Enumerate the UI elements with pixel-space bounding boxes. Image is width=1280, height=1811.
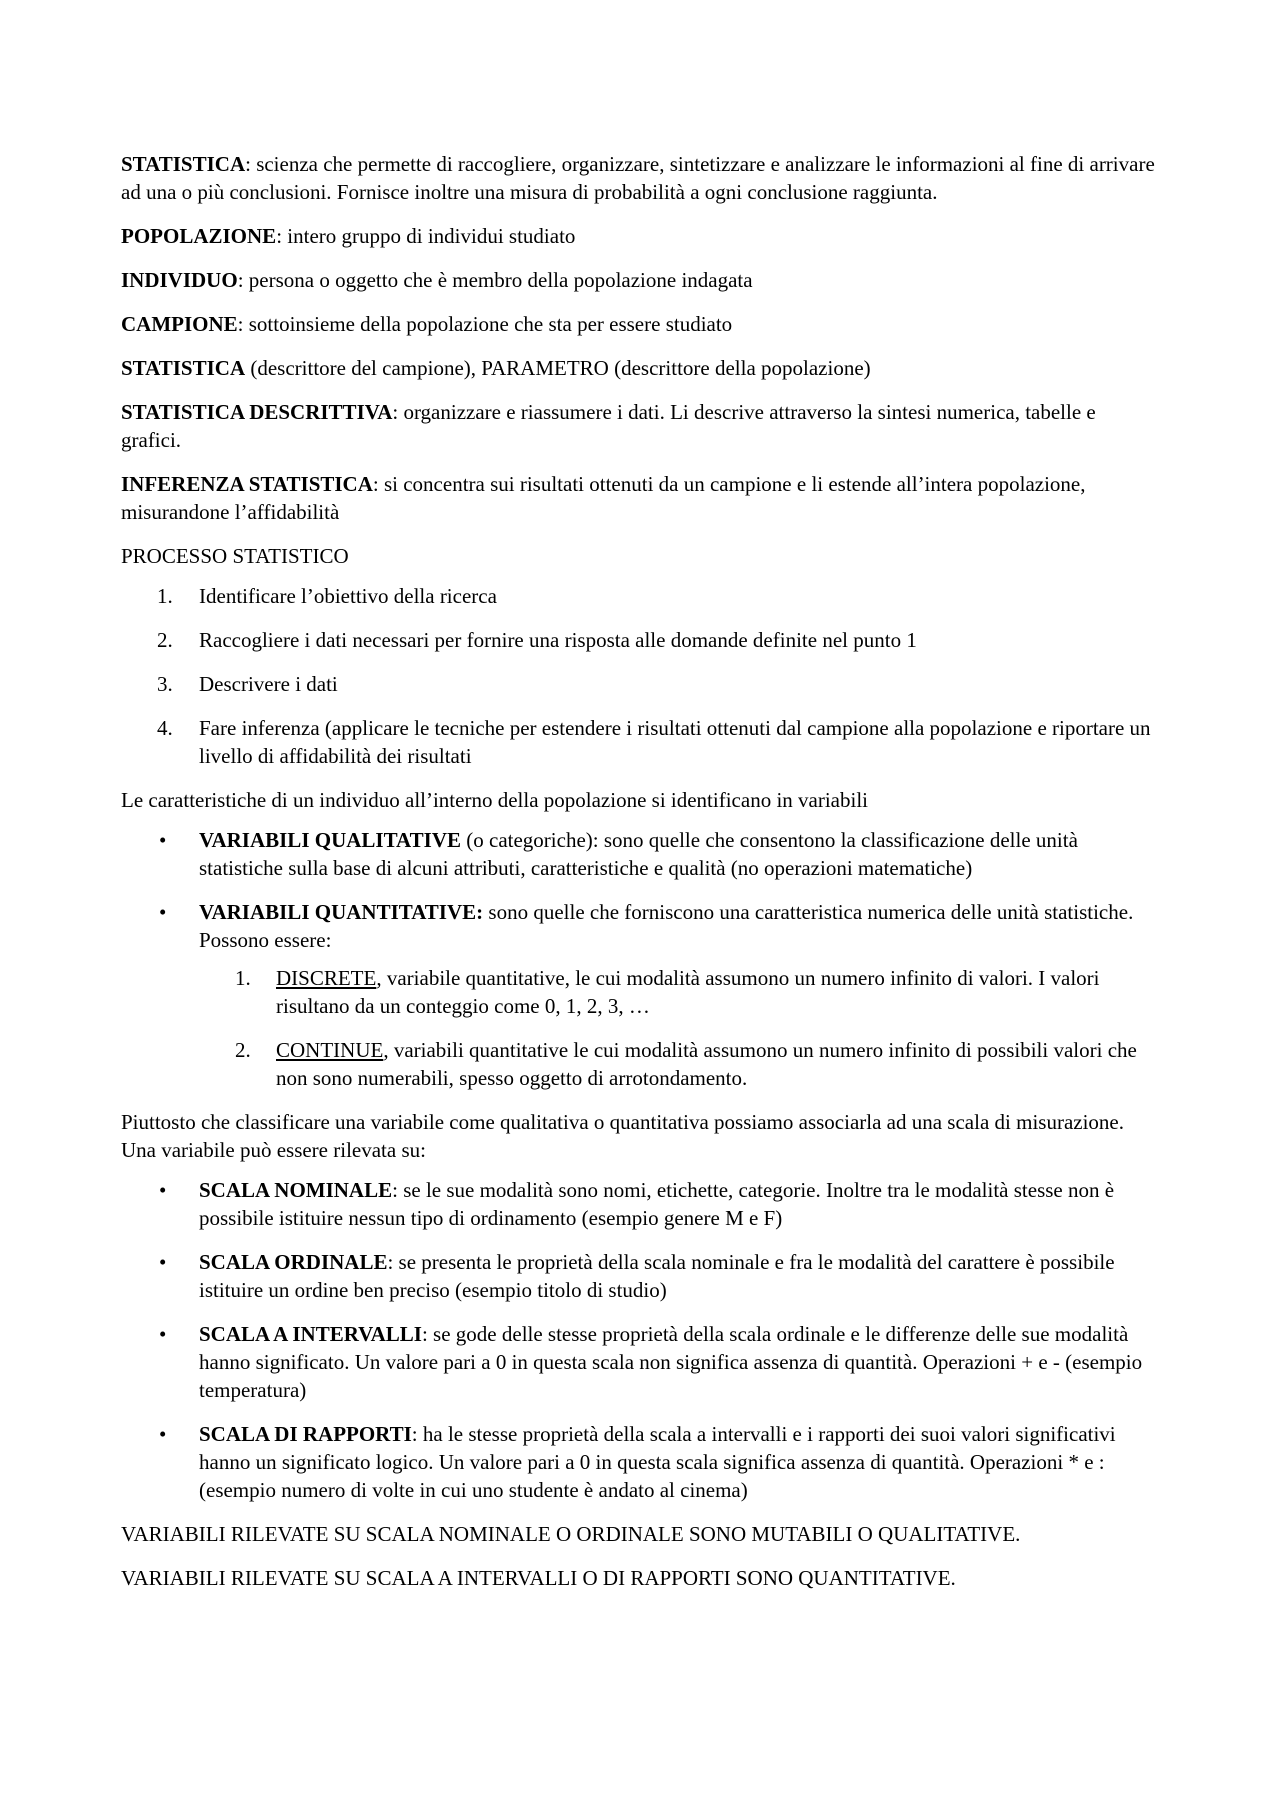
term: SCALA NOMINALE xyxy=(199,1178,393,1202)
term: INFERENZA STATISTICA xyxy=(121,472,373,496)
definition-statistica-descrittiva xyxy=(121,398,1161,454)
process-steps-list xyxy=(121,582,1161,770)
definition-text: : organizzare e riassumere i dati. Li descrive attraverso la sintesi numerica, tabelle e grafici. xyxy=(121,400,1096,452)
term: SCALA ORDINALE xyxy=(199,1250,388,1274)
scale-intro: Piuttosto che classificare una variabile come qualitativa o quantitativa possiamo associarla ad una scala di misurazione. Una variabile può essere rilevata su: xyxy=(121,1110,1124,1162)
list-item xyxy=(121,714,1161,770)
list-item-text: : se gode delle stesse proprietà della scala ordinale e le differenze delle sue modalità hanno significato. Un valore pari a 0 in questa scala non significa assenza di quantità. Operazioni + e - (esempio temperatura) xyxy=(199,1322,1143,1402)
list-item-text: , variabili quantitative le cui modalità assumono un numero infinito di possibili valori che non sono numerabili, spesso oggetto di arrotondamento. xyxy=(276,1038,1137,1090)
list-item xyxy=(121,1176,1161,1232)
term: STATISTICA DESCRITTIVA xyxy=(121,400,393,424)
bullet-marker: • xyxy=(159,1178,167,1202)
term: SCALA A INTERVALLI xyxy=(199,1322,422,1346)
list-item-text: sono quelle che forniscono una caratteristica numerica delle unità statistiche. Possono essere: xyxy=(199,900,1134,952)
definition-text: : sottoinsieme della popolazione che sta per essere studiato xyxy=(237,312,733,336)
term: VARIABILI QUALITATIVE xyxy=(199,828,461,852)
list-number: 1. xyxy=(235,966,251,990)
list-item-text: Descrivere i dati xyxy=(199,672,338,696)
list-item xyxy=(121,582,1161,610)
definition-popolazione xyxy=(121,222,1161,250)
list-item xyxy=(121,1248,1161,1304)
bullet-marker: • xyxy=(159,1250,167,1274)
bullet-marker: • xyxy=(159,828,167,852)
definition-text: (descrittore del campione), PARAMETRO (descrittore della popolazione) xyxy=(245,356,871,380)
bullet-marker: • xyxy=(159,1422,167,1446)
term: POPOLAZIONE xyxy=(121,224,277,248)
definition-statistica xyxy=(121,150,1161,206)
term: VARIABILI QUANTITATIVE: xyxy=(199,900,484,924)
list-item xyxy=(121,1320,1161,1404)
definition-text: : si concentra sui risultati ottenuti da un campione e li estende all’intera popolazione, misurandone l’affidabilità xyxy=(121,472,1086,524)
list-item xyxy=(121,826,1161,882)
list-item xyxy=(121,898,1161,1092)
term: CONTINUE xyxy=(276,1038,384,1062)
list-item xyxy=(121,670,1161,698)
list-item-text: : se le sue modalità sono nomi, etichette, categorie. Inoltre tra le modalità stesse non è possibile istituire nessun tipo di ordinamento (esempio genere M e F) xyxy=(199,1178,1115,1230)
list-item-text: , variabile quantitative, le cui modalità assumono un numero infinito di valori. I valori risultano da un conteggio come 0, 1, 2, 3, … xyxy=(276,966,1100,1018)
variabili-intro: Le caratteristiche di un individuo all’interno della popolazione si identificano in variabili xyxy=(121,788,869,812)
term: STATISTICA xyxy=(121,152,246,176)
document-page xyxy=(121,150,1161,1608)
list-item xyxy=(121,1420,1161,1504)
list-item xyxy=(121,626,1161,654)
definition-text: : intero gruppo di individui studiato xyxy=(276,224,576,248)
list-item xyxy=(121,1036,1161,1092)
bullet-marker: • xyxy=(159,1322,167,1346)
list-item-text: Identificare l’obiettivo della ricerca xyxy=(199,584,497,608)
term: STATISTICA xyxy=(121,356,246,380)
list-item xyxy=(121,964,1161,1020)
list-item-text: (o categoriche): sono quelle che consentono la classificazione delle unità statistiche sulla base di alcuni attributi, caratteristiche e qualità (no operazioni matematiche) xyxy=(199,828,1078,880)
definition-inferenza-statistica xyxy=(121,470,1161,526)
scale-list xyxy=(121,1176,1161,1504)
list-item-text: : se presenta le proprietà della scala nominale e fra le modalità del carattere è possibile istituire un ordine ben preciso (esempio titolo di studio) xyxy=(199,1250,1115,1302)
list-number: 3. xyxy=(157,672,173,696)
bullet-marker: • xyxy=(159,900,167,924)
term: DISCRETE xyxy=(276,966,377,990)
list-item-text: : ha le stesse proprietà della scala a intervalli e i rapporti dei suoi valori significativi hanno un significato logico. Un valore pari a 0 in questa scala significa assenza di quantità. Operazioni * e : (esempio numero di volte in cui uno studente è andato al cinema) xyxy=(199,1422,1116,1502)
list-item-text: Raccogliere i dati necessari per fornire una risposta alle domande definite nel punto 1 xyxy=(199,628,917,652)
definition-statistica-parametro xyxy=(121,354,1161,382)
term: INDIVIDUO xyxy=(121,268,238,292)
definition-individuo xyxy=(121,266,1161,294)
definition-text: : persona o oggetto che è membro della popolazione indagata xyxy=(237,268,753,292)
conclusion-line-1: VARIABILI RILEVATE SU SCALA NOMINALE O ORDINALE SONO MUTABILI O QUALITATIVE. xyxy=(121,1522,1021,1546)
list-item-text: Fare inferenza (applicare le tecniche per estendere i risultati ottenuti dal campione alla popolazione e riportare un livello di affidabilità dei risultati xyxy=(199,716,1151,768)
list-number: 4. xyxy=(157,716,173,740)
term: CAMPIONE xyxy=(121,312,238,336)
term: SCALA DI RAPPORTI xyxy=(199,1422,412,1446)
list-number: 2. xyxy=(235,1038,251,1062)
variable-types-list xyxy=(121,826,1161,1092)
conclusion-line-2: VARIABILI RILEVATE SU SCALA A INTERVALLI O DI RAPPORTI SONO QUANTITATIVE. xyxy=(121,1566,956,1590)
list-number: 2. xyxy=(157,628,173,652)
definition-campione xyxy=(121,310,1161,338)
quantitative-subtypes-list xyxy=(199,964,1161,1092)
section-heading-processo: PROCESSO STATISTICO xyxy=(121,544,349,568)
definition-text: : scienza che permette di raccogliere, organizzare, sintetizzare e analizzare le informazioni al fine di arrivare ad una o più conclusioni. Fornisce inoltre una misura di probabilità a ogni conclusione raggiunta. xyxy=(121,152,1155,204)
list-number: 1. xyxy=(157,584,173,608)
